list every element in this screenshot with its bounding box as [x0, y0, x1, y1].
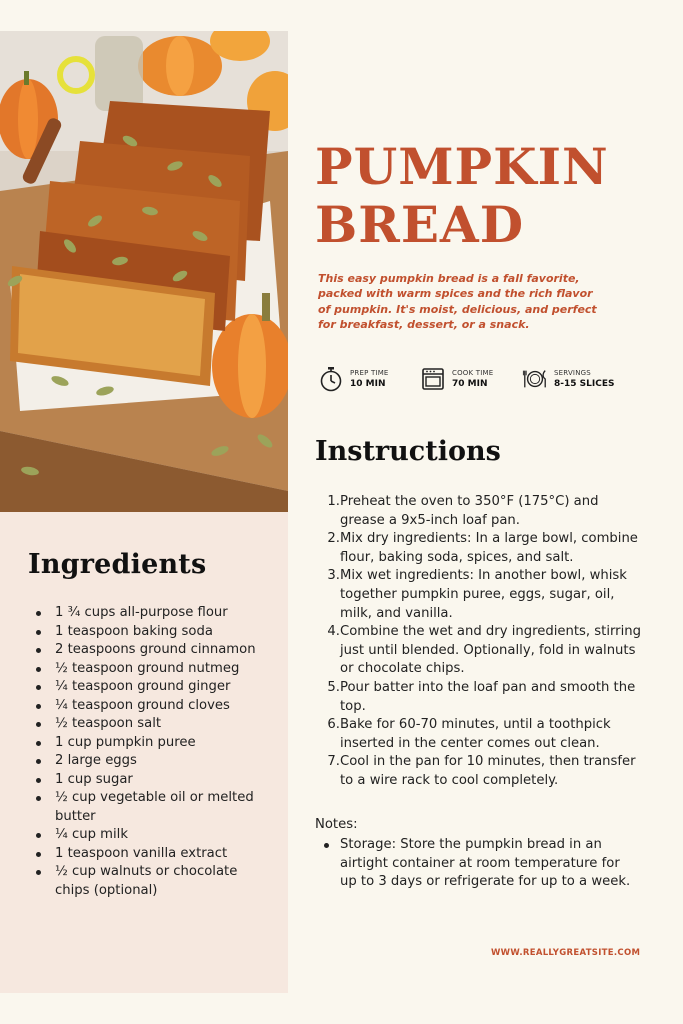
- servings-stat: [522, 366, 614, 392]
- step-text: Combine the wet and dry ingredients, stirring just until blended. Optionally, fold in walnuts or chocolate chips.: [340, 624, 641, 677]
- recipe-description: This easy pumpkin bread is a fall favorite, packed with warm spices and the rich flavor of pumpkin. It's moist, delicious, and perfect for breakfast, dessert, or a snack.: [318, 272, 597, 331]
- instruction-step: [318, 567, 643, 623]
- step-number: 6.: [327, 717, 340, 733]
- recipe-title: [315, 138, 609, 254]
- ingredient-item: 1 teaspoon baking soda: [32, 623, 262, 642]
- instruction-step: [318, 753, 643, 790]
- instruction-step: [318, 679, 643, 716]
- step-text: Pour batter into the loaf pan and smooth the top.: [340, 679, 636, 714]
- step-text: Bake for 60-70 minutes, until a toothpick inserted in the center comes out clean.: [340, 717, 611, 751]
- prep-time-value: 10 MIN: [350, 378, 386, 389]
- ingredient-item: 2 large eggs: [32, 752, 262, 771]
- servings-value: 8-15 SLICES: [554, 378, 615, 389]
- ingredients-list: [32, 604, 262, 900]
- stopwatch-icon: [318, 366, 344, 392]
- pumpkin-bread-photo: [0, 31, 288, 512]
- ingredient-item: ¼ teaspoon ground cloves: [32, 697, 262, 716]
- ingredient-item: ¼ cup milk: [32, 826, 262, 845]
- ingredient-item: ½ cup vegetable oil or melted butter: [32, 789, 262, 826]
- instruction-step: [318, 623, 643, 679]
- ingredient-item: ½ teaspoon ground nutmeg: [32, 660, 262, 679]
- notes-label: Notes:: [315, 817, 358, 832]
- step-number: 7.: [327, 754, 340, 770]
- ingredient-item: 2 teaspoons ground cinnamon: [32, 641, 262, 660]
- instruction-step: [318, 716, 643, 753]
- ingredients-heading: Ingredients: [28, 549, 207, 580]
- cook-time-value: 70 MIN: [452, 378, 488, 389]
- step-number: 4.: [327, 624, 340, 640]
- instruction-step: [318, 530, 643, 567]
- instructions-heading: Instructions: [315, 436, 501, 467]
- ingredient-item: 1 cup pumpkin puree: [32, 734, 262, 753]
- step-text: Mix dry ingredients: In a large bowl, combine flour, baking soda, spices, and salt.: [340, 531, 638, 565]
- instructions-list: [318, 493, 643, 791]
- website-link[interactable]: WWW.REALLYGREATSITE.COM: [491, 948, 641, 958]
- ingredient-item: ¼ teaspoon ground ginger: [32, 678, 262, 697]
- servings-label: SERVINGS: [554, 368, 591, 377]
- ingredient-item: 1 teaspoon vanilla extract: [32, 845, 262, 864]
- step-text: Cool in the pan for 10 minutes, then transfer to a wire rack to cool completely.: [340, 754, 636, 788]
- prep-time-stat: [318, 366, 389, 392]
- ingredient-item: 1 cup sugar: [32, 771, 262, 790]
- oven-icon: [420, 366, 446, 392]
- step-number: 2.: [327, 531, 340, 547]
- cook-time-label: COOK TIME: [452, 368, 494, 377]
- notes-list: [318, 836, 638, 892]
- ingredient-item: 1 ¾ cups all-purpose flour: [32, 604, 262, 623]
- recipe-title-line2: BREAD: [315, 195, 525, 254]
- recipe-title-line1: PUMPKIN: [315, 137, 609, 196]
- step-number: 3.: [327, 568, 340, 584]
- plate-utensils-icon: [522, 366, 548, 392]
- cook-time-stat: [420, 366, 493, 392]
- instruction-step: [318, 493, 643, 530]
- step-text: Preheat the oven to 350°F (175°C) and grease a 9x5-inch loaf pan.: [340, 494, 599, 528]
- step-text: Mix wet ingredients: In another bowl, whisk together pumpkin puree, eggs, sugar, oil, milk, and vanilla.: [340, 568, 627, 621]
- step-number: 5.: [327, 679, 340, 695]
- ingredient-item: ½ cup walnuts or chocolate chips (optional): [32, 863, 262, 900]
- step-number: 1.: [327, 494, 340, 509]
- ingredient-item: ½ teaspoon salt: [32, 715, 262, 734]
- prep-time-label: PREP TIME: [350, 368, 389, 377]
- note-item: Storage: Store the pumpkin bread in an airtight container at room temperature for up to 3 days or refrigerate for up to a week.: [318, 836, 638, 892]
